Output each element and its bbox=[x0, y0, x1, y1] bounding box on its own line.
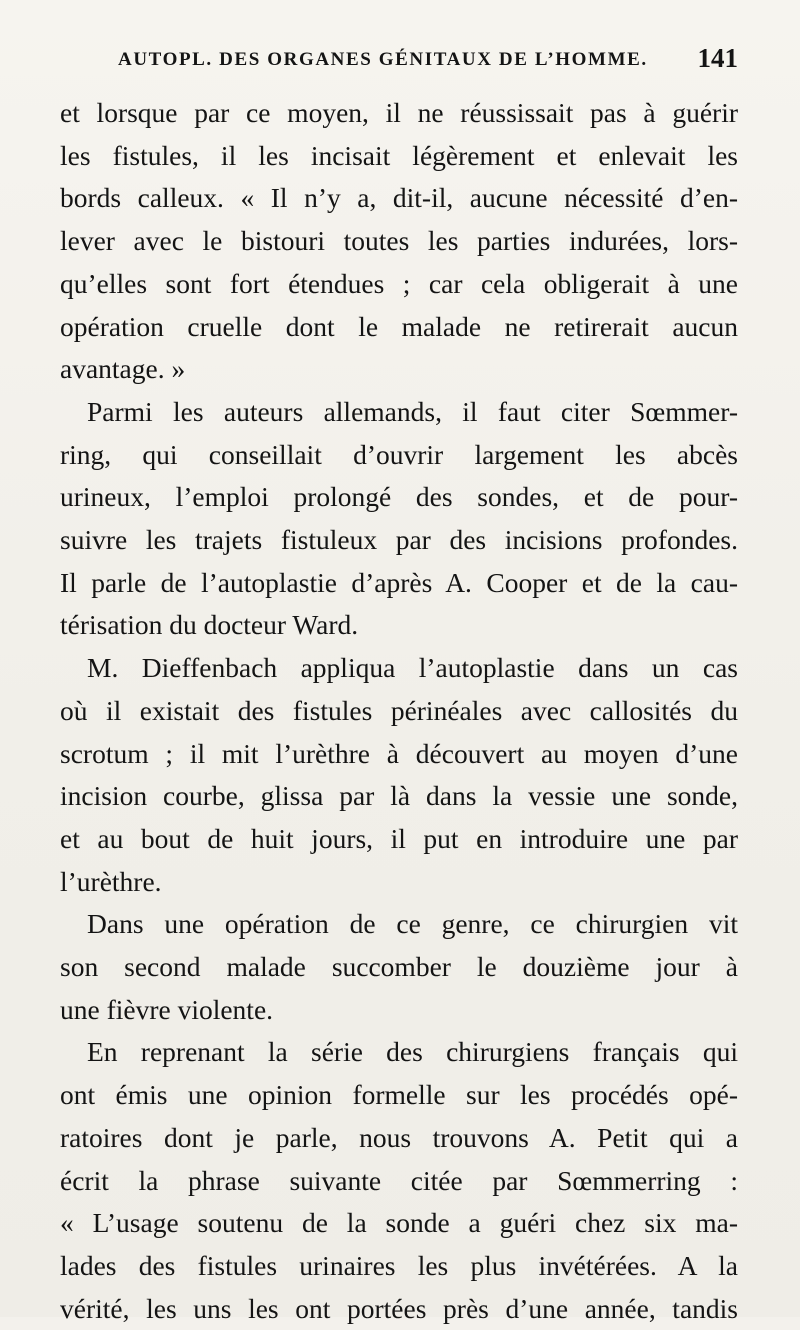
text-line: vérité, les uns les ont portées près d’une année, tandis bbox=[60, 1292, 738, 1324]
paragraph-4 bbox=[60, 903, 738, 1031]
text-line: ring, qui conseillait d’ouvrir largement les abcès bbox=[60, 438, 738, 470]
text-line: incision courbe, glissa par là dans la vessie une sonde, bbox=[60, 780, 738, 812]
page-number: 141 bbox=[697, 43, 738, 73]
text-line: une fièvre violente. bbox=[60, 993, 274, 1025]
text-line: lades des fistules urinaires les plus invétérées. A la bbox=[60, 1249, 738, 1281]
text-line: son second malade succomber le douzième jour à bbox=[60, 951, 738, 983]
text-line: ratoires dont je parle, nous trouvons A. Petit qui a bbox=[60, 1121, 738, 1153]
text-line: Parmi les auteurs allemands, il faut citer Sœmmer- bbox=[87, 395, 738, 427]
paragraph-2 bbox=[60, 391, 738, 647]
text-line: scrotum ; il mit l’urèthre à découvert au moyen d’une bbox=[60, 737, 738, 769]
text-line: Dans une opération de ce genre, ce chirurgien vit bbox=[87, 908, 738, 940]
text-line: écrit la phrase suivante citée par Sœmmerring : bbox=[60, 1164, 738, 1196]
text-line: et lorsque par ce moyen, il ne réussissait pas à guérir bbox=[60, 97, 738, 128]
running-title: AUTOPL. DES ORGANES GÉNITAUX DE L’HOMME. bbox=[118, 49, 648, 70]
text-line: En reprenant la série des chirurgiens français qui bbox=[87, 1036, 738, 1068]
text-line: lever avec le bistouri toutes les parties indurées, lors- bbox=[60, 225, 738, 257]
text-line: urineux, l’emploi prolongé des sondes, et de pour- bbox=[60, 481, 738, 513]
paragraph-3 bbox=[60, 647, 738, 903]
text-line: ont émis une opinion formelle sur les procédés opé- bbox=[60, 1079, 738, 1111]
text-line: M. Dieffenbach appliqua l’autoplastie dans un cas bbox=[87, 652, 738, 684]
text-line: l’urèthre. bbox=[60, 865, 162, 897]
paragraph-5 bbox=[60, 1031, 738, 1330]
text-line: térisation du docteur Ward. bbox=[60, 609, 359, 641]
text-line: « L’usage soutenu de la sonde a guéri chez six ma- bbox=[60, 1207, 738, 1239]
body-text bbox=[60, 92, 738, 1330]
text-line: suivre les trajets fistuleux par des incisions profondes. bbox=[60, 524, 738, 556]
text-line: bords calleux. « Il n’y a, dit-il, aucune nécessité d’en- bbox=[60, 182, 738, 214]
text-line: où il existait des fistules périnéales avec callosités du bbox=[60, 694, 738, 726]
running-head bbox=[118, 40, 738, 80]
text-line: les fistules, il les incisait légèrement et enlevait les bbox=[60, 139, 738, 171]
text-line: avantage. » bbox=[60, 353, 186, 385]
text-line: opération cruelle dont le malade ne retirerait aucun bbox=[60, 310, 738, 342]
text-line: Il parle de l’autoplastie d’après A. Cooper et de la cau- bbox=[60, 566, 738, 598]
text-line: qu’elles sont fort étendues ; car cela obligerait à une bbox=[60, 267, 738, 299]
paragraph-1 bbox=[60, 92, 738, 391]
text-line: et au bout de huit jours, il put en introduire une par bbox=[60, 822, 738, 854]
